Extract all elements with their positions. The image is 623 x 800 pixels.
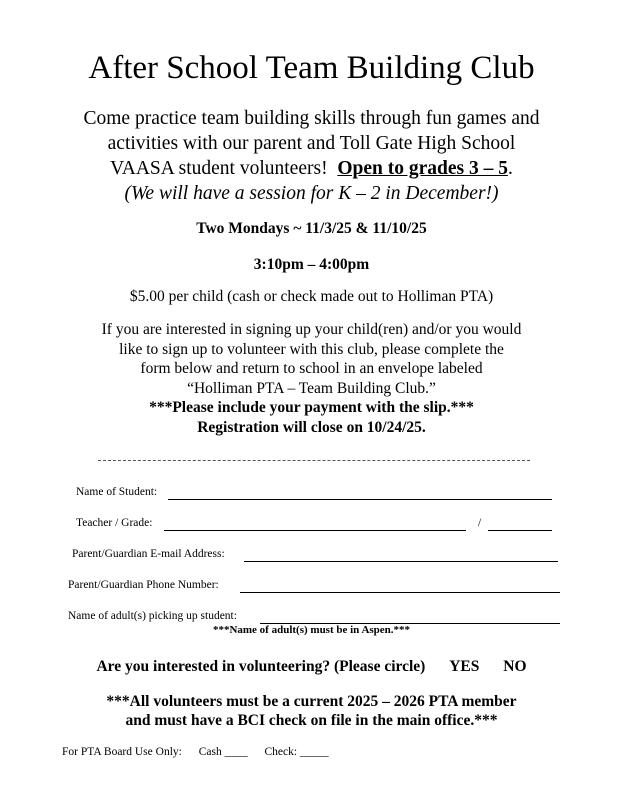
intro-line-3 bbox=[0, 156, 623, 181]
intro-line-4: (We will have a session for K – 2 in December!) bbox=[124, 183, 499, 204]
board-use-label: For PTA Board Use Only: bbox=[62, 746, 182, 758]
payment-note: ***Please include your payment with the slip.*** bbox=[149, 399, 474, 416]
intro-paragraph bbox=[0, 106, 623, 206]
guardian-email-label: Parent/Guardian E-mail Address: bbox=[72, 548, 225, 560]
teacher-grade-slash: / bbox=[478, 517, 482, 529]
teacher-grade-field[interactable] bbox=[76, 517, 482, 529]
registration-deadline: Registration will close on 10/24/25. bbox=[197, 418, 426, 436]
intro-line-3-suffix: . bbox=[507, 158, 513, 179]
intro-line-1: Come practice team building skills through fun games and bbox=[83, 108, 540, 129]
teacher-grade-label: Teacher / Grade: bbox=[76, 517, 153, 529]
volunteer-no-option[interactable]: NO bbox=[503, 658, 527, 675]
guardian-phone-field[interactable] bbox=[68, 579, 219, 591]
student-name-field[interactable] bbox=[76, 486, 157, 498]
volunteer-question bbox=[0, 658, 623, 676]
instructions-line-1: If you are interested in signing up your child(ren) and/or you would bbox=[101, 321, 522, 338]
pickup-adult-label: Name of adult(s) picking up student: bbox=[68, 610, 237, 622]
session-dates: Two Mondays ~ 11/3/25 & 11/10/25 bbox=[196, 220, 427, 237]
pickup-adult-field[interactable] bbox=[68, 610, 237, 622]
grade-line[interactable] bbox=[488, 530, 552, 531]
volunteer-yes-option[interactable]: YES bbox=[449, 658, 480, 675]
intro-line-3-prefix: VAASA student volunteers! bbox=[110, 158, 328, 179]
aspen-note: ***Name of adult(s) must be in Aspen.*** bbox=[212, 624, 411, 636]
volunteer-question-text: Are you interested in volunteering? (Please circle) bbox=[96, 658, 426, 675]
requirement-line-1: ***All volunteers must be a current 2025 – 2026 PTA member bbox=[106, 693, 517, 710]
instructions-paragraph bbox=[0, 320, 623, 437]
cash-field[interactable]: Cash ____ bbox=[198, 746, 248, 758]
volunteer-requirement bbox=[0, 692, 623, 730]
student-name-label: Name of Student: bbox=[76, 486, 158, 498]
guardian-phone-label: Parent/Guardian Phone Number: bbox=[68, 579, 219, 591]
intro-line-2: activities with our parent and Toll Gate High School bbox=[107, 133, 516, 154]
guardian-email-line[interactable] bbox=[244, 561, 558, 562]
teacher-line[interactable] bbox=[164, 530, 466, 531]
check-field[interactable]: Check: _____ bbox=[264, 746, 329, 758]
student-name-line[interactable] bbox=[168, 499, 552, 500]
tear-off-divider bbox=[98, 460, 530, 461]
page-title: After School Team Building Club bbox=[88, 50, 535, 86]
board-use-footer bbox=[62, 746, 343, 758]
guardian-phone-line[interactable] bbox=[240, 592, 560, 593]
instructions-line-2: like to sign up to volunteer with this club, please complete the bbox=[119, 340, 504, 358]
session-time: 3:10pm – 4:00pm bbox=[253, 256, 370, 273]
requirement-line-2: and must have a BCI check on file in the main office.*** bbox=[125, 712, 498, 729]
guardian-email-field[interactable] bbox=[72, 548, 225, 560]
grades-emphasis: Open to grades 3 – 5 bbox=[337, 158, 508, 179]
session-price: $5.00 per child (cash or check made out to Holliman PTA) bbox=[129, 288, 494, 305]
instructions-line-3: form below and return to school in an envelope labeled bbox=[140, 360, 483, 377]
instructions-line-4: “Holliman PTA – Team Building Club.” bbox=[187, 379, 436, 397]
